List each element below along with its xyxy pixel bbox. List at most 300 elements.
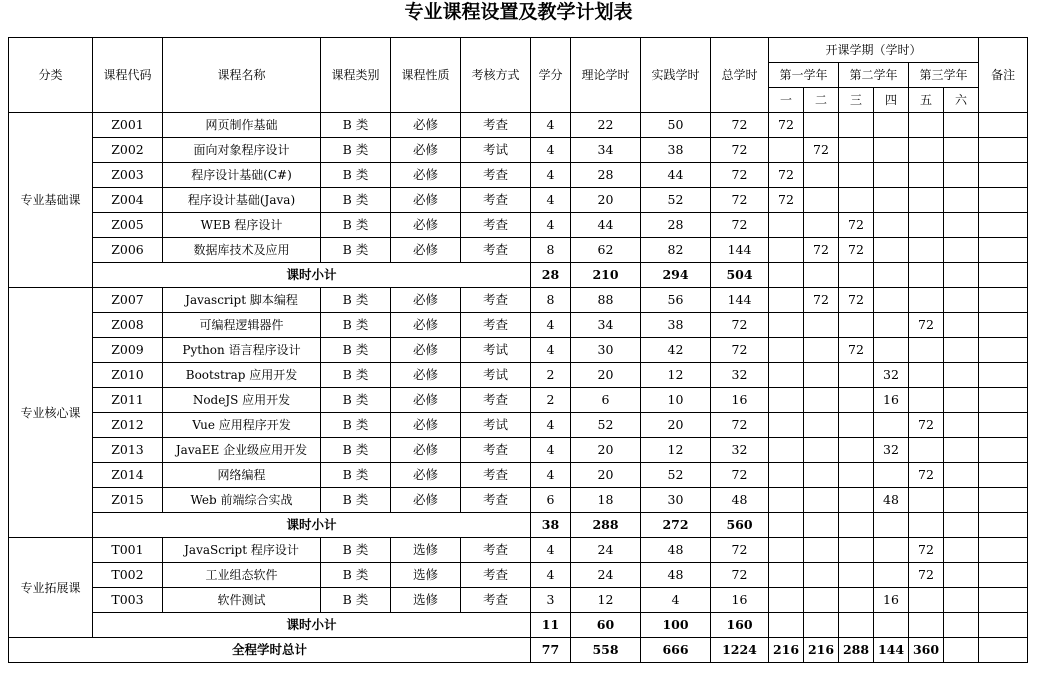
- teaching-plan-table: [8, 37, 1028, 663]
- subtotal-practice: 272: [641, 513, 711, 538]
- course-type: B 类: [321, 188, 391, 213]
- course-practice: 50: [641, 113, 711, 138]
- remarks-cell: [979, 438, 1028, 463]
- semester-hours-5: [909, 388, 944, 413]
- semester-hours-6: [944, 438, 979, 463]
- course-theory: 12: [571, 588, 641, 613]
- course-theory: 30: [571, 338, 641, 363]
- course-total: 72: [711, 538, 769, 563]
- header-year1: 第一学年: [769, 63, 839, 88]
- course-total: 72: [711, 188, 769, 213]
- course-practice: 52: [641, 463, 711, 488]
- course-row: [9, 213, 1028, 238]
- remarks-cell: [979, 188, 1028, 213]
- semester-hours-2: [804, 488, 839, 513]
- semester-hours-1: [769, 438, 804, 463]
- subtotal-theory: 210: [571, 263, 641, 288]
- header-practice: 实践学时: [641, 38, 711, 113]
- course-type: B 类: [321, 363, 391, 388]
- semester-hours-3: [839, 413, 874, 438]
- subtotal-semester-1: [769, 613, 804, 638]
- semester-hours-4: [874, 213, 909, 238]
- course-nature: 必修: [391, 188, 461, 213]
- course-nature: 必修: [391, 388, 461, 413]
- course-credits: 4: [531, 138, 571, 163]
- course-name: NodeJS 应用开发: [163, 388, 321, 413]
- course-nature: 必修: [391, 313, 461, 338]
- semester-hours-6: [944, 588, 979, 613]
- course-practice: 20: [641, 413, 711, 438]
- semester-hours-5: [909, 488, 944, 513]
- remarks-cell: [979, 638, 1028, 663]
- semester-hours-1: [769, 413, 804, 438]
- semester-hours-2: [804, 313, 839, 338]
- course-nature: 必修: [391, 288, 461, 313]
- course-theory: 52: [571, 413, 641, 438]
- course-row: [9, 463, 1028, 488]
- course-row: [9, 238, 1028, 263]
- semester-hours-2: [804, 388, 839, 413]
- course-code: Z001: [93, 113, 163, 138]
- header-exam: 考核方式: [461, 38, 531, 113]
- subtotal-semester-4: [874, 263, 909, 288]
- header-nature: 课程性质: [391, 38, 461, 113]
- remarks-cell: [979, 538, 1028, 563]
- course-total: 72: [711, 413, 769, 438]
- remarks-cell: [979, 138, 1028, 163]
- course-nature: 必修: [391, 138, 461, 163]
- header-sem-6: 六: [944, 88, 979, 113]
- course-credits: 4: [531, 438, 571, 463]
- course-code: Z003: [93, 163, 163, 188]
- semester-hours-6: [944, 163, 979, 188]
- semester-hours-2: [804, 363, 839, 388]
- header-code: 课程代码: [93, 38, 163, 113]
- semester-hours-6: [944, 563, 979, 588]
- course-exam: 考查: [461, 388, 531, 413]
- semester-hours-5: [909, 138, 944, 163]
- course-credits: 2: [531, 363, 571, 388]
- semester-hours-5: 72: [909, 563, 944, 588]
- course-nature: 必修: [391, 238, 461, 263]
- course-theory: 62: [571, 238, 641, 263]
- course-code: Z009: [93, 338, 163, 363]
- course-code: Z011: [93, 388, 163, 413]
- semester-hours-3: [839, 138, 874, 163]
- course-practice: 10: [641, 388, 711, 413]
- subtotal-semester-4: [874, 613, 909, 638]
- course-nature: 必修: [391, 213, 461, 238]
- course-code: T002: [93, 563, 163, 588]
- course-type: B 类: [321, 313, 391, 338]
- course-practice: 48: [641, 538, 711, 563]
- course-credits: 8: [531, 238, 571, 263]
- course-total: 72: [711, 113, 769, 138]
- header-name: 课程名称: [163, 38, 321, 113]
- course-total: 32: [711, 438, 769, 463]
- semester-hours-4: 48: [874, 488, 909, 513]
- subtotal-theory: 288: [571, 513, 641, 538]
- course-nature: 必修: [391, 413, 461, 438]
- course-exam: 考查: [461, 438, 531, 463]
- semester-hours-5: 72: [909, 463, 944, 488]
- semester-hours-6: [944, 113, 979, 138]
- category-label: 专业核心课: [9, 288, 93, 538]
- category-label: 专业基础课: [9, 113, 93, 288]
- semester-hours-6: [944, 463, 979, 488]
- course-type: B 类: [321, 563, 391, 588]
- page-title: 专业课程设置及教学计划表: [404, 1, 633, 23]
- header-credits: 学分: [531, 38, 571, 113]
- course-practice: 4: [641, 588, 711, 613]
- semester-hours-3: [839, 388, 874, 413]
- course-exam: 考查: [461, 488, 531, 513]
- semester-hours-1: [769, 288, 804, 313]
- course-row: [9, 488, 1028, 513]
- course-practice: 12: [641, 438, 711, 463]
- header-sem-4: 四: [874, 88, 909, 113]
- course-type: B 类: [321, 438, 391, 463]
- course-name: 程序设计基础(Java): [163, 188, 321, 213]
- semester-hours-4: [874, 413, 909, 438]
- semester-hours-6: [944, 538, 979, 563]
- remarks-cell: [979, 563, 1028, 588]
- semester-hours-2: [804, 338, 839, 363]
- course-name: Python 语言程序设计: [163, 338, 321, 363]
- semester-hours-2: [804, 188, 839, 213]
- course-row: [9, 338, 1028, 363]
- semester-hours-2: [804, 213, 839, 238]
- course-practice: 56: [641, 288, 711, 313]
- course-name: 软件测试: [163, 588, 321, 613]
- header-year3: 第三学年: [909, 63, 979, 88]
- semester-hours-3: [839, 588, 874, 613]
- semester-hours-2: [804, 113, 839, 138]
- semester-hours-1: [769, 563, 804, 588]
- course-nature: 必修: [391, 113, 461, 138]
- course-credits: 4: [531, 213, 571, 238]
- course-credits: 4: [531, 563, 571, 588]
- semester-hours-4: [874, 163, 909, 188]
- course-nature: 选修: [391, 588, 461, 613]
- subtotal-semester-5: [909, 513, 944, 538]
- semester-hours-3: [839, 188, 874, 213]
- semester-hours-2: [804, 538, 839, 563]
- grand-total-semester-4: 144: [874, 638, 909, 663]
- course-exam: 考查: [461, 188, 531, 213]
- semester-hours-2: [804, 438, 839, 463]
- course-row: [9, 588, 1028, 613]
- semester-hours-1: [769, 388, 804, 413]
- course-nature: 必修: [391, 163, 461, 188]
- semester-hours-2: [804, 163, 839, 188]
- semester-hours-2: 72: [804, 238, 839, 263]
- course-practice: 48: [641, 563, 711, 588]
- remarks-cell: [979, 263, 1028, 288]
- header-category: 分类: [9, 38, 93, 113]
- semester-hours-4: 32: [874, 363, 909, 388]
- remarks-cell: [979, 513, 1028, 538]
- course-name: 程序设计基础(C#): [163, 163, 321, 188]
- semester-hours-1: [769, 488, 804, 513]
- semester-hours-4: 16: [874, 588, 909, 613]
- course-total: 16: [711, 388, 769, 413]
- subtotal-credits: 38: [531, 513, 571, 538]
- course-total: 72: [711, 338, 769, 363]
- course-nature: 必修: [391, 363, 461, 388]
- header-sem-5: 五: [909, 88, 944, 113]
- semester-hours-2: 72: [804, 138, 839, 163]
- grand-total-total: 1224: [711, 638, 769, 663]
- remarks-cell: [979, 338, 1028, 363]
- subtotal-total: 504: [711, 263, 769, 288]
- course-code: Z010: [93, 363, 163, 388]
- semester-hours-4: [874, 313, 909, 338]
- course-practice: 44: [641, 163, 711, 188]
- course-exam: 考试: [461, 138, 531, 163]
- header-sem-1: 一: [769, 88, 804, 113]
- semester-hours-5: [909, 338, 944, 363]
- semester-hours-3: 72: [839, 213, 874, 238]
- course-row: [9, 163, 1028, 188]
- course-exam: 考查: [461, 213, 531, 238]
- semester-hours-5: 72: [909, 413, 944, 438]
- course-nature: 选修: [391, 563, 461, 588]
- semester-hours-4: [874, 288, 909, 313]
- subtotal-semester-2: [804, 513, 839, 538]
- grand-total-semester-1: 216: [769, 638, 804, 663]
- course-exam: 考查: [461, 463, 531, 488]
- semester-hours-1: [769, 363, 804, 388]
- subtotal-total: 560: [711, 513, 769, 538]
- course-nature: 必修: [391, 463, 461, 488]
- course-theory: 22: [571, 113, 641, 138]
- course-exam: 考查: [461, 163, 531, 188]
- semester-hours-6: [944, 138, 979, 163]
- course-practice: 52: [641, 188, 711, 213]
- course-type: B 类: [321, 288, 391, 313]
- semester-hours-3: [839, 363, 874, 388]
- semester-hours-3: [839, 313, 874, 338]
- course-nature: 必修: [391, 338, 461, 363]
- course-nature: 选修: [391, 538, 461, 563]
- remarks-cell: [979, 613, 1028, 638]
- remarks-cell: [979, 313, 1028, 338]
- semester-hours-2: [804, 588, 839, 613]
- course-row: [9, 438, 1028, 463]
- semester-hours-3: 72: [839, 288, 874, 313]
- course-credits: 4: [531, 463, 571, 488]
- remarks-cell: [979, 213, 1028, 238]
- course-exam: 考查: [461, 313, 531, 338]
- grand-total-label: 全程学时总计: [9, 638, 531, 663]
- course-total: 32: [711, 363, 769, 388]
- semester-hours-5: 72: [909, 538, 944, 563]
- category-label: 专业拓展课: [9, 538, 93, 638]
- subtotal-credits: 28: [531, 263, 571, 288]
- subtotal-credits: 11: [531, 613, 571, 638]
- semester-hours-3: [839, 163, 874, 188]
- course-total: 48: [711, 488, 769, 513]
- semester-hours-4: [874, 188, 909, 213]
- semester-hours-5: [909, 588, 944, 613]
- course-credits: 4: [531, 113, 571, 138]
- semester-hours-5: [909, 188, 944, 213]
- remarks-cell: [979, 113, 1028, 138]
- course-code: Z014: [93, 463, 163, 488]
- course-theory: 20: [571, 363, 641, 388]
- subtotal-semester-3: [839, 513, 874, 538]
- semester-hours-3: [839, 538, 874, 563]
- subtotal-practice: 100: [641, 613, 711, 638]
- semester-hours-6: [944, 363, 979, 388]
- course-type: B 类: [321, 213, 391, 238]
- grand-total-theory: 558: [571, 638, 641, 663]
- course-exam: 考查: [461, 563, 531, 588]
- course-credits: 4: [531, 163, 571, 188]
- semester-hours-3: [839, 113, 874, 138]
- header-sem-2: 二: [804, 88, 839, 113]
- subtotal-semester-5: [909, 263, 944, 288]
- remarks-cell: [979, 163, 1028, 188]
- course-code: Z013: [93, 438, 163, 463]
- semester-hours-1: 72: [769, 163, 804, 188]
- header-semesters: 开课学期（学时）: [769, 38, 979, 63]
- remarks-cell: [979, 588, 1028, 613]
- course-code: Z015: [93, 488, 163, 513]
- semester-hours-5: 72: [909, 313, 944, 338]
- course-credits: 4: [531, 538, 571, 563]
- course-type: B 类: [321, 338, 391, 363]
- grand-total-credits: 77: [531, 638, 571, 663]
- subtotal-practice: 294: [641, 263, 711, 288]
- course-exam: 考查: [461, 238, 531, 263]
- course-name: 可编程逻辑器件: [163, 313, 321, 338]
- semester-hours-2: [804, 463, 839, 488]
- subtotal-semester-6: [944, 613, 979, 638]
- semester-hours-3: 72: [839, 338, 874, 363]
- course-row: [9, 288, 1028, 313]
- course-name: JavaScript 程序设计: [163, 538, 321, 563]
- course-nature: 必修: [391, 488, 461, 513]
- subtotal-semester-2: [804, 263, 839, 288]
- semester-hours-3: [839, 563, 874, 588]
- course-type: B 类: [321, 463, 391, 488]
- semester-hours-2: [804, 413, 839, 438]
- course-type: B 类: [321, 413, 391, 438]
- course-practice: 82: [641, 238, 711, 263]
- course-row: [9, 113, 1028, 138]
- course-code: T003: [93, 588, 163, 613]
- semester-hours-5: [909, 213, 944, 238]
- semester-hours-5: [909, 238, 944, 263]
- semester-hours-4: [874, 113, 909, 138]
- course-exam: 考试: [461, 363, 531, 388]
- semester-hours-6: [944, 488, 979, 513]
- course-exam: 考查: [461, 113, 531, 138]
- course-theory: 88: [571, 288, 641, 313]
- semester-hours-4: [874, 338, 909, 363]
- course-row: [9, 563, 1028, 588]
- semester-hours-3: [839, 463, 874, 488]
- subtotal-semester-1: [769, 263, 804, 288]
- semester-hours-6: [944, 238, 979, 263]
- course-theory: 44: [571, 213, 641, 238]
- course-type: B 类: [321, 588, 391, 613]
- subtotal-row: [9, 513, 1028, 538]
- course-name: 数据库技术及应用: [163, 238, 321, 263]
- course-credits: 2: [531, 388, 571, 413]
- header-sem-3: 三: [839, 88, 874, 113]
- course-theory: 34: [571, 313, 641, 338]
- course-type: B 类: [321, 388, 391, 413]
- subtotal-semester-3: [839, 263, 874, 288]
- subtotal-semester-6: [944, 513, 979, 538]
- semester-hours-3: [839, 438, 874, 463]
- course-name: Web 前端综合实战: [163, 488, 321, 513]
- course-name: WEB 程序设计: [163, 213, 321, 238]
- course-code: Z012: [93, 413, 163, 438]
- course-credits: 4: [531, 338, 571, 363]
- course-code: T001: [93, 538, 163, 563]
- semester-hours-5: [909, 163, 944, 188]
- semester-hours-2: [804, 563, 839, 588]
- course-type: B 类: [321, 538, 391, 563]
- semester-hours-3: [839, 488, 874, 513]
- header-remarks: 备注: [979, 38, 1028, 113]
- course-row: [9, 138, 1028, 163]
- course-name: Javascript 脚本编程: [163, 288, 321, 313]
- semester-hours-1: [769, 538, 804, 563]
- course-row: [9, 188, 1028, 213]
- subtotal-label: 课时小计: [93, 513, 531, 538]
- grand-total-semester-2: 216: [804, 638, 839, 663]
- course-credits: 6: [531, 488, 571, 513]
- semester-hours-4: [874, 463, 909, 488]
- course-exam: 考试: [461, 413, 531, 438]
- semester-hours-1: [769, 338, 804, 363]
- semester-hours-6: [944, 213, 979, 238]
- course-theory: 6: [571, 388, 641, 413]
- remarks-cell: [979, 238, 1028, 263]
- semester-hours-1: [769, 138, 804, 163]
- course-name: 网络编程: [163, 463, 321, 488]
- grand-total-row: [9, 638, 1028, 663]
- course-exam: 考查: [461, 288, 531, 313]
- remarks-cell: [979, 413, 1028, 438]
- course-total: 144: [711, 238, 769, 263]
- course-total: 72: [711, 563, 769, 588]
- header-type: 课程类别: [321, 38, 391, 113]
- semester-hours-6: [944, 413, 979, 438]
- course-theory: 20: [571, 463, 641, 488]
- course-practice: 12: [641, 363, 711, 388]
- semester-hours-6: [944, 338, 979, 363]
- course-credits: 4: [531, 313, 571, 338]
- subtotal-label: 课时小计: [93, 263, 531, 288]
- course-code: Z008: [93, 313, 163, 338]
- semester-hours-1: 72: [769, 188, 804, 213]
- course-type: B 类: [321, 488, 391, 513]
- semester-hours-5: [909, 363, 944, 388]
- course-row: [9, 363, 1028, 388]
- course-total: 72: [711, 463, 769, 488]
- semester-hours-1: [769, 238, 804, 263]
- course-code: Z006: [93, 238, 163, 263]
- subtotal-semester-4: [874, 513, 909, 538]
- course-type: B 类: [321, 163, 391, 188]
- semester-hours-2: 72: [804, 288, 839, 313]
